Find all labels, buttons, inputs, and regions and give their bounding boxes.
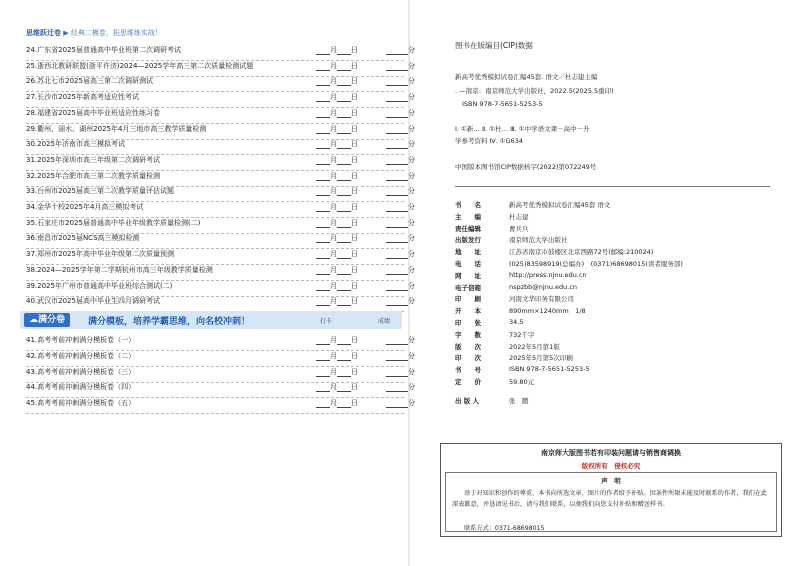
- score-label: 分: [408, 93, 415, 102]
- score-label: 分: [408, 281, 415, 290]
- cip-title: 图书在版编目(CIP)数据: [455, 41, 533, 50]
- exam-title: 38.2024—2025学年第二学期杭州市高三年级教学质量检测: [26, 265, 213, 274]
- month-label: 月: [330, 140, 337, 149]
- score-label: 分: [408, 108, 415, 117]
- contact-info: 联系方式：0371-68698015: [464, 525, 545, 532]
- day-label: 日: [351, 383, 358, 392]
- day-label: 日: [351, 250, 358, 259]
- day-label: 日: [351, 140, 358, 149]
- publisher-value: 张 鹏: [509, 397, 529, 405]
- date-field[interactable]: [316, 171, 358, 181]
- month-label: 月: [330, 367, 337, 376]
- date-field[interactable]: [316, 139, 358, 149]
- day-label: 日: [351, 297, 358, 306]
- exam-title: 26.苏北七市2025届高三第二次调研测试: [26, 77, 153, 86]
- month-label: 月: [330, 61, 337, 70]
- day-label: 日: [351, 281, 358, 290]
- detail-value: nspzbb@njnu.edu.cn: [509, 282, 578, 291]
- month-label: 月: [330, 203, 337, 211]
- detail-key: 印 次: [455, 354, 481, 363]
- exam-row: [26, 398, 415, 416]
- detail-key: 地 址: [455, 248, 481, 257]
- detail-key: 印 张: [455, 319, 481, 327]
- day-label: 日: [351, 61, 358, 70]
- detail-value: 南京师范大学出版社: [509, 236, 568, 245]
- column-header-checkin: 打卡: [320, 318, 333, 325]
- detail-value: ISBN 978-7-5651-5253-5: [509, 365, 590, 374]
- date-field[interactable]: [316, 76, 358, 86]
- detail-key: 电子信箱: [455, 283, 481, 292]
- exam-title: 35.石家庄市2025届普通高中毕业年级教学质量检测(二): [26, 218, 201, 227]
- detail-value: http://press.njnu.edu.cn: [509, 270, 587, 279]
- banner-title: 思维跃迁卷: [26, 29, 61, 37]
- cip-classification: Ⅰ. ①新… Ⅱ. ①杜… Ⅲ. ①中学语文课－高中－升: [455, 125, 590, 133]
- month-label: 月: [330, 93, 337, 102]
- exam-title: 27.长沙市2025年新高考适应性考试: [26, 93, 139, 102]
- score-label: 分: [408, 336, 415, 344]
- cip-classification-2: 学参考资料 Ⅳ. ①G634: [455, 137, 523, 145]
- exam-title: 45.高考考前冲刺满分模板卷（五）: [26, 399, 136, 408]
- cip-line: ISBN 978-7-5651-5253-5: [462, 100, 543, 108]
- detail-value: 2025年5月第5次印刷: [509, 354, 573, 363]
- manfen-tag-label: 满分卷: [38, 315, 66, 325]
- score-label: 分: [408, 250, 415, 259]
- day-label: 日: [351, 171, 358, 180]
- exam-title: 43.高考考前冲刺满分模板卷（三）: [26, 367, 136, 376]
- detail-key: 电 话: [455, 260, 481, 268]
- date-field[interactable]: [316, 61, 358, 71]
- score-label: 分: [408, 383, 415, 392]
- month-label: 月: [330, 281, 337, 290]
- detail-key: 版 次: [455, 342, 481, 351]
- detail-key: 出版发行: [455, 236, 481, 245]
- detail-value: (025)83598919(总编办) (0371)68698015(读者服务部): [509, 260, 683, 268]
- day-label: 日: [351, 77, 358, 86]
- exam-title: 34.金华十校2025年4月高三模拟考试: [26, 203, 144, 211]
- day-label: 日: [351, 218, 358, 227]
- score-label: 分: [408, 265, 415, 274]
- month-label: 月: [330, 399, 337, 408]
- date-field[interactable]: [316, 382, 358, 392]
- score-label: 分: [408, 187, 415, 196]
- score-label: 分: [408, 367, 415, 376]
- score-label: 分: [408, 297, 415, 306]
- date-field[interactable]: [316, 108, 358, 118]
- day-label: 日: [351, 265, 358, 274]
- month-label: 月: [330, 108, 337, 117]
- month-label: 月: [330, 124, 337, 133]
- detail-key: 开 本: [455, 307, 481, 316]
- detail-key: 书 号: [455, 366, 481, 375]
- score-label: 分: [408, 203, 415, 211]
- detail-key: 主 编: [455, 212, 481, 221]
- notice-title: 南京师大版图书若有印装问题请与销售商调换: [541, 449, 681, 457]
- day-label: 日: [351, 46, 358, 54]
- score-label: 分: [408, 77, 415, 86]
- detail-key: 书 名: [455, 201, 481, 209]
- detail-key: 网 址: [455, 271, 481, 280]
- manfen-tag: [24, 313, 70, 327]
- month-label: 月: [330, 171, 337, 180]
- cip-line: 新高考优秀模拟试卷汇编45套. 语文／杜志建主编: [455, 73, 598, 81]
- month-label: 月: [330, 265, 337, 274]
- date-field[interactable]: [316, 367, 358, 377]
- day-label: 日: [351, 124, 358, 133]
- exam-title: 37.郑州市2025年高中毕业年级第二次质量预测: [26, 250, 174, 259]
- exam-title: 25.浙西北教研联盟(浙平许济)2024—2025学年高三第二次质量检测试题: [26, 61, 254, 70]
- section-banner-siwei: [26, 28, 162, 38]
- date-field[interactable]: [316, 265, 358, 275]
- score-label: 分: [408, 140, 415, 149]
- date-field[interactable]: [316, 218, 358, 228]
- day-label: 日: [351, 351, 358, 360]
- cip-line: . —南京：南京师范大学出版社，2022.5(2025.5重印): [455, 87, 614, 95]
- month-label: 月: [330, 297, 337, 306]
- date-field[interactable]: [316, 92, 358, 102]
- detail-key: 定 价: [455, 378, 481, 386]
- day-label: 日: [351, 108, 358, 117]
- day-label: 日: [351, 203, 358, 211]
- statement-box: [445, 472, 777, 532]
- exam-title: 28.福建省2025届高中毕业班适应性练习卷: [26, 108, 160, 117]
- score-label: 分: [408, 234, 415, 243]
- triangle-icon: ▶: [63, 29, 69, 37]
- detail-value: 杜志建: [509, 212, 529, 221]
- day-label: 日: [351, 367, 358, 376]
- month-label: 月: [330, 234, 337, 243]
- exam-title: 40.武汉市2025届高中毕业生四月调研考试: [26, 297, 160, 306]
- score-label: 分: [408, 124, 415, 133]
- cloud-icon: ☁: [29, 315, 38, 325]
- banner-subtitle: 经典二模卷，拓思维练实战！: [70, 29, 162, 37]
- score-label: 分: [408, 171, 415, 180]
- day-label: 日: [351, 234, 358, 243]
- detail-value: 732千字: [509, 330, 535, 339]
- month-label: 月: [330, 383, 337, 392]
- notice-box: [440, 443, 782, 537]
- date-field[interactable]: [316, 398, 358, 408]
- day-label: 日: [351, 336, 358, 344]
- exam-title: 29.衢州、丽水、湖州2025年4月三地市高三教学质量检测: [26, 124, 207, 133]
- exam-title: 33.台州市2025届高三第二次教学质量评估试题: [26, 187, 174, 196]
- month-label: 月: [330, 77, 337, 86]
- exam-title: 24.广东省2025届普通高中毕业班第二次调研考试: [26, 46, 181, 54]
- cip-note: 中国版本图书馆CIP数据核字(2022)第072249号: [455, 163, 597, 171]
- date-field[interactable]: [316, 296, 358, 306]
- section-banner-manfen: [20, 311, 402, 329]
- date-field[interactable]: [316, 155, 358, 165]
- detail-value: 34.5: [509, 318, 524, 326]
- column-header-score: 成绩: [378, 318, 391, 325]
- publisher-key: 出 版 人: [455, 397, 480, 405]
- date-field[interactable]: [316, 233, 358, 243]
- date-field[interactable]: [316, 281, 358, 291]
- exam-title: 32.2025年合肥市高三第二次教学质量检测: [26, 171, 160, 180]
- divider: [455, 186, 770, 187]
- score-label: 分: [408, 218, 415, 227]
- detail-value: 新高考优秀模拟试卷汇编45套 语文: [509, 201, 611, 209]
- manfen-slogan: 满分模板，培养学霸思维，向名校冲刺！: [88, 317, 251, 327]
- month-label: 月: [330, 187, 337, 196]
- exam-title: 44.高考考前冲刺满分模板卷（四）: [26, 383, 136, 392]
- month-label: 月: [330, 46, 337, 54]
- detail-value: 江苏省南京市鼓楼区北京西路72号(邮编:210024): [509, 248, 654, 257]
- rights-notice: 版权所有 侵权必究: [581, 462, 641, 470]
- detail-value: 890mm×1240mm 1/8: [509, 307, 586, 316]
- score-label: 分: [408, 155, 415, 164]
- detail-key: 责任编辑: [455, 224, 481, 233]
- exam-title: 42.高考考前冲刺满分模板卷（二）: [26, 351, 136, 360]
- exam-title: 39.2025年广州市普通高中毕业班综合测试(二): [26, 281, 173, 290]
- detail-value: 59.80元: [509, 378, 535, 386]
- date-field[interactable]: [316, 249, 358, 259]
- date-field[interactable]: [316, 351, 358, 361]
- month-label: 月: [330, 155, 337, 164]
- day-label: 日: [351, 187, 358, 196]
- month-label: 月: [330, 250, 337, 259]
- statement-body: 基于对知识和创作的尊重，本书向所选文章、图片的作者给予补贴。因条件所限未能及时联系的作者，我们在此深表歉意，并恳请见书后，请与我们联系，以便我们向您支付补贴和赠送样书。: [452, 490, 768, 508]
- date-field[interactable]: [316, 124, 358, 134]
- date-field[interactable]: [316, 335, 358, 345]
- exam-title: 30.2025年济南市高三模拟考试: [26, 140, 125, 149]
- exam-title: 31.2025年深圳市高三年级第二次调研考试: [26, 155, 160, 164]
- date-field[interactable]: [316, 45, 358, 55]
- date-field[interactable]: [316, 202, 358, 212]
- date-field[interactable]: [316, 186, 358, 196]
- score-label: 分: [408, 61, 415, 70]
- month-label: 月: [330, 218, 337, 227]
- detail-key: 印 刷: [455, 295, 481, 304]
- detail-key: 字 数: [455, 330, 481, 339]
- detail-value: 2022年5月第1版: [509, 342, 560, 351]
- exam-title: 36.南昌市2025届NCS高三模拟检测: [26, 234, 140, 243]
- exam-title: 41.高考考前冲刺满分模板卷（一）: [26, 336, 136, 344]
- statement-title: 声 明: [601, 477, 621, 485]
- detail-value: 曹兵兵: [509, 224, 529, 233]
- detail-value: 河南文华印务有限公司: [509, 295, 574, 304]
- score-label: 分: [408, 399, 415, 408]
- day-label: 日: [351, 93, 358, 102]
- day-label: 日: [351, 155, 358, 164]
- score-label: 分: [408, 351, 415, 360]
- month-label: 月: [330, 351, 337, 360]
- score-label: 分: [408, 46, 415, 54]
- month-label: 月: [330, 336, 337, 344]
- day-label: 日: [351, 399, 358, 408]
